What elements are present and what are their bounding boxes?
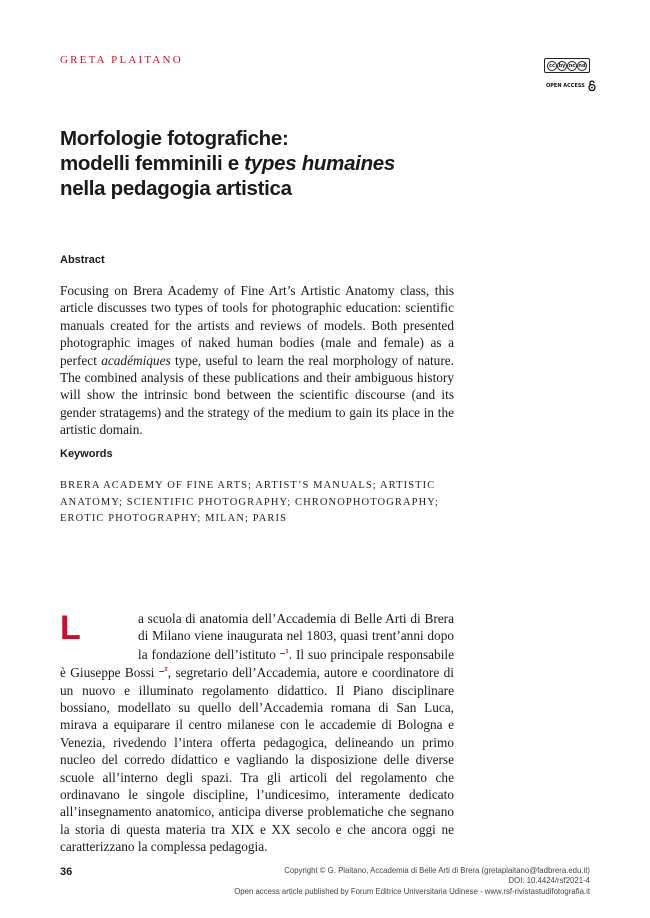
body-text-2: . Il suo principale responsabile è Giuseppe Bossi [60, 646, 454, 681]
by-icon: by [558, 62, 566, 69]
footnote-ref-2[interactable]: –² [158, 666, 168, 678]
drop-cap: L [60, 609, 81, 647]
abstract-text [60, 282, 454, 439]
title-line-2a: modelli femminili e [60, 152, 245, 175]
title-line-3: nella pedagogia artistica [60, 177, 292, 200]
footer-credits [170, 866, 590, 897]
author-name: GRETA PLAITANO [60, 54, 183, 66]
page-number: 36 [60, 866, 73, 878]
abstract-text-b: type, useful to learn the real morphology of nature. The combined analysis of these publications and their ambiguous history will show the intrinsic bond between the scientific discourse (and its gender stratagems) and the strategy of the medium to gain its place in the artistic domain. [60, 352, 454, 438]
open-access-badge [546, 80, 596, 91]
abstract-heading: Abstract [60, 254, 105, 266]
keywords-heading: Keywords [60, 448, 113, 460]
open-lock-icon [588, 80, 596, 91]
nc-icon: nc [568, 62, 576, 69]
footer-publisher: Open access article published by Forum Editrice Universitaria Udinese - www.rsf-rivistastudifotografia.it [234, 886, 590, 896]
open-access-label: OPEN ACCESS [546, 82, 585, 89]
title-line-2b: types humaines [244, 152, 395, 175]
abstract-text-italic: académiques [101, 352, 171, 368]
footnote-ref-1[interactable]: –¹ [279, 647, 289, 659]
body-text-3: , segretario dell’Accademia, autore e coordinatore di un nuovo e illuminato regolamento didattico. Il Piano disciplinare bossiano, modellato su quello dell’Accademia romana di San Luca, mirava a equiparare il centro milanese con le accademie di Bologna e Venezia, rivedendo l’intera offerta pedagogica, delineando un primo nucleo del corredo didattico e vagliando la disposizione delle diverse scuole all’interno degli spazi. Tra gli articoli del regolamento che ordinavano le singole discipline, l’undicesimo, interamente dedicato all’insegnamento anatomico, anticipa diverse problematiche che segnano la storia di questa materia tra XIX e XX secolo e che ancora oggi ne caratterizzano la complessa pedagogia. [60, 665, 454, 855]
cc-icon: cc [547, 61, 557, 71]
footer-copyright: Copyright © G. Plaitano, Accademia di Belle Arti di Brera (gretaplaitano@fadbrera.edu.it) [284, 866, 590, 875]
title-line-1: Morfologie fotografiche: [60, 127, 289, 150]
body-paragraph [60, 610, 454, 856]
footer-doi[interactable]: DOI: 10.4424/rsf2021-4 [508, 876, 590, 886]
body-text-1: a scuola di anatomia dell’Accademia di Belle Arti di Brera di Milano viene inaugurata nel 1803, quasi trent’anni dopo la fondazione dell’istituto [138, 611, 454, 662]
keywords-text: BRERA ACADEMY OF FINE ARTS; ARTIST’S MANUALS; ARTISTIC ANATOMY; SCIENTIFIC PHOTOGRAPHY; CHRONOPHOTOGRAPHY; EROTIC PHOTOGRAPHY; MILAN; PARIS [60, 480, 440, 525]
nd-icon: nd [578, 62, 586, 69]
cc-license-icon[interactable] [544, 58, 590, 73]
article-title [60, 126, 520, 201]
abstract-text-a: Focusing on Brera Academy of Fine Art’s Artistic Anatomy class, this article discusses two types of tools for photographic education: scientific manuals created for the artists and reviews of models. Both presented photographic images of naked human bodies (male and female) as a perfect [60, 283, 454, 368]
